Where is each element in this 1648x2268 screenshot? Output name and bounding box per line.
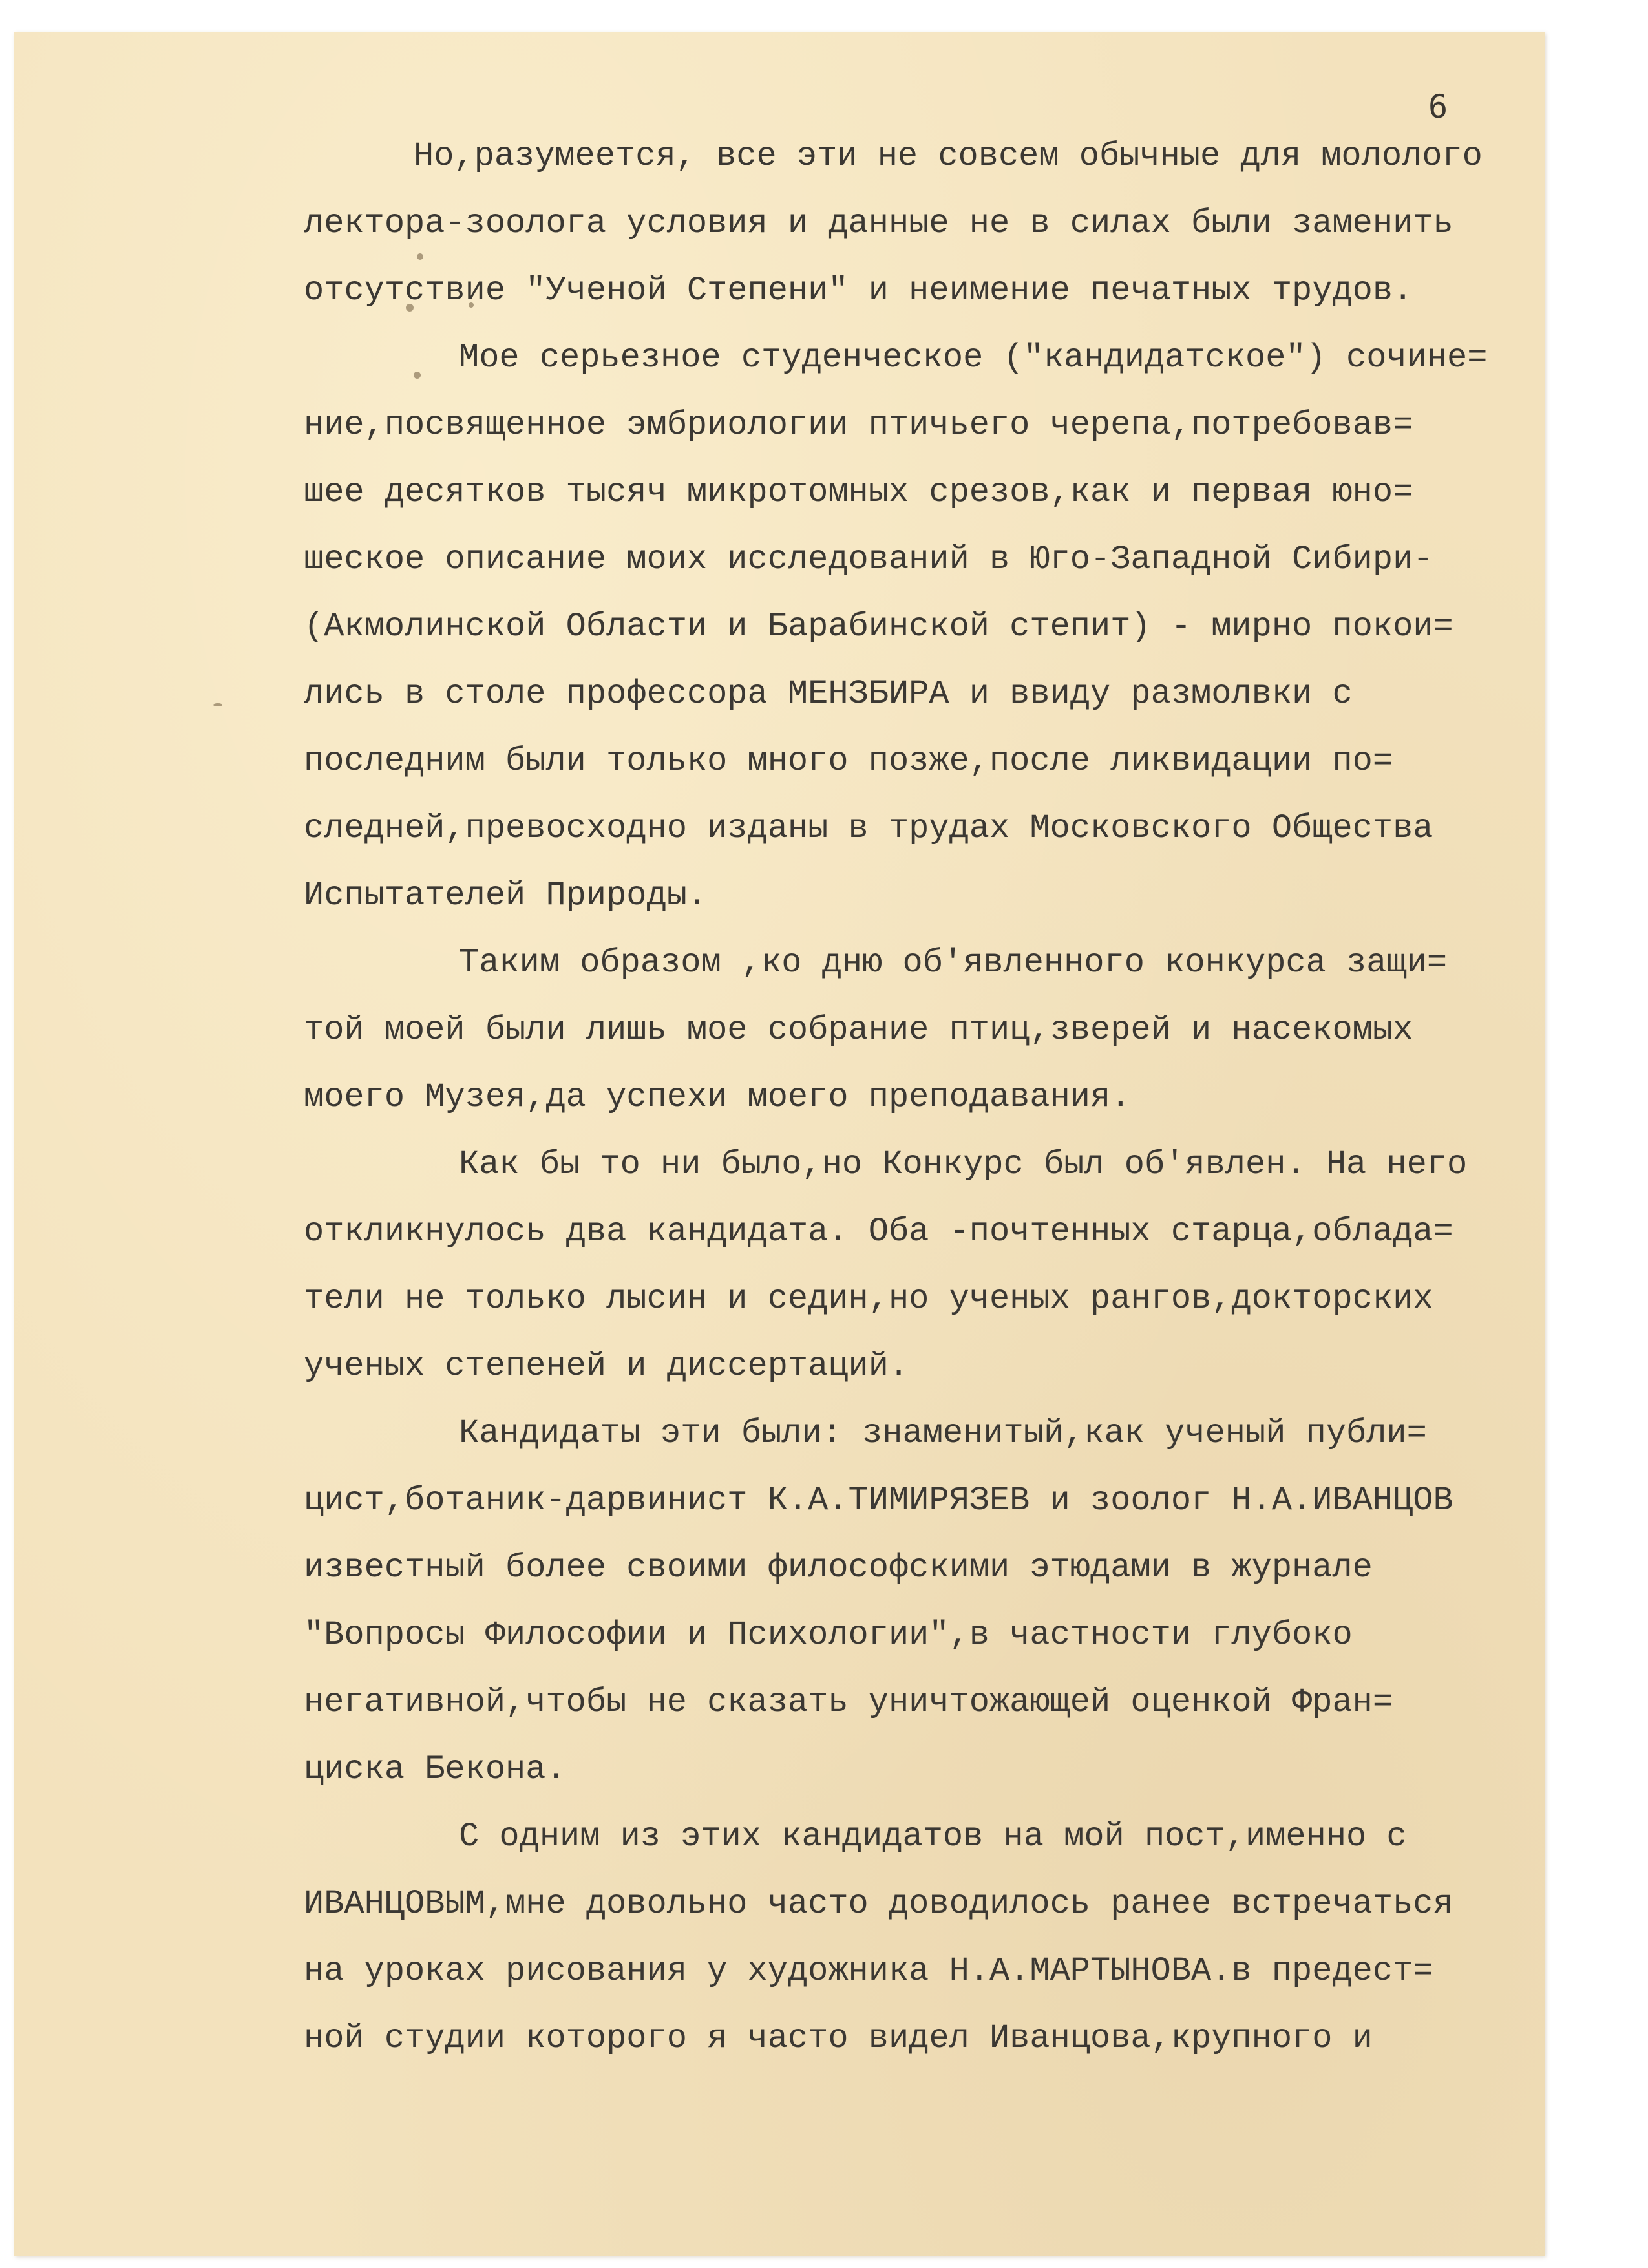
text-line: Таким образом ,ко дню об'явленного конкурса защи= bbox=[459, 944, 1448, 982]
text-line: Но,разумеется, все эти не совсем обычные для мололого bbox=[414, 137, 1483, 175]
text-line: на уроках рисования у художника Н.А.МАРТЫНОВА.в предест= bbox=[304, 1952, 1433, 1990]
text-line: моего Музея,да успехи моего преподавания. bbox=[304, 1078, 1131, 1116]
text-line: следней,превосходно изданы в трудах Московского Общества bbox=[304, 809, 1433, 847]
text-line: лись в столе профессора МЕНЗБИРА и ввиду размолвки с bbox=[304, 675, 1353, 713]
text-line: последним были только много позже,после ликвидации по= bbox=[304, 742, 1393, 780]
text-line: (Акмолинской Области и Барабинской степит) - мирно покои= bbox=[304, 608, 1453, 646]
text-line: лектора-зоолога условия и данные не в силах были заменить bbox=[304, 204, 1453, 242]
typed-text-body bbox=[304, 123, 1548, 2072]
text-line: ние,посвященное эмбриологии птичьего черепа,потребовав= bbox=[304, 406, 1413, 444]
text-line: шее десятков тысяч микротомных срезов,как и первая юно= bbox=[304, 473, 1413, 511]
text-line: ученых степеней и диссертаций. bbox=[304, 1347, 909, 1385]
text-line: Кандидаты эти были: знаменитый,как ученый публи= bbox=[459, 1414, 1427, 1452]
text-line: Как бы то ни было,но Конкурс был об'явлен. На него bbox=[459, 1145, 1468, 1183]
text-line: циска Бекона. bbox=[304, 1750, 566, 1788]
text-line: ной студии которого я часто видел Иванцова,крупного и bbox=[304, 2019, 1373, 2057]
text-line: той моей были лишь мое собрание птиц,зверей и насекомых bbox=[304, 1011, 1413, 1049]
text-line: негативной,чтобы не сказать уничтожающей оценкой Фран= bbox=[304, 1683, 1393, 1721]
page-number: 6 bbox=[1428, 88, 1448, 125]
text-line: цист,ботаник-дарвинист К.А.ТИМИРЯЗЕВ и зоолог Н.А.ИВАНЦОВ bbox=[304, 1481, 1453, 1520]
ink-smudge bbox=[213, 703, 222, 706]
text-line: ИВАНЦОВЫМ,мне довольно часто доводилось ранее встречаться bbox=[304, 1885, 1453, 1923]
text-line: известный более своими философскими этюдами в журнале bbox=[304, 1549, 1373, 1587]
text-line: Испытателей Природы. bbox=[304, 876, 708, 915]
text-line: откликнулось два кандидата. Оба -почтенных старца,облада= bbox=[304, 1213, 1453, 1251]
text-line: С одним из этих кандидатов на мой пост,именно с bbox=[459, 1818, 1407, 1856]
text-line: тели не только лысин и седин,но ученых рангов,докторских bbox=[304, 1280, 1433, 1318]
text-line: "Вопросы Философии и Психологии",в частности глубоко bbox=[304, 1616, 1353, 1654]
text-line: Мое серьезное студенческое ("кандидатское") сочине= bbox=[459, 339, 1488, 377]
text-line: отсутствие "Ученой Степени" и неимение печатных трудов. bbox=[304, 271, 1413, 310]
text-line: шеское описание моих исследований в Юго-Западной Сибири- bbox=[304, 540, 1433, 578]
